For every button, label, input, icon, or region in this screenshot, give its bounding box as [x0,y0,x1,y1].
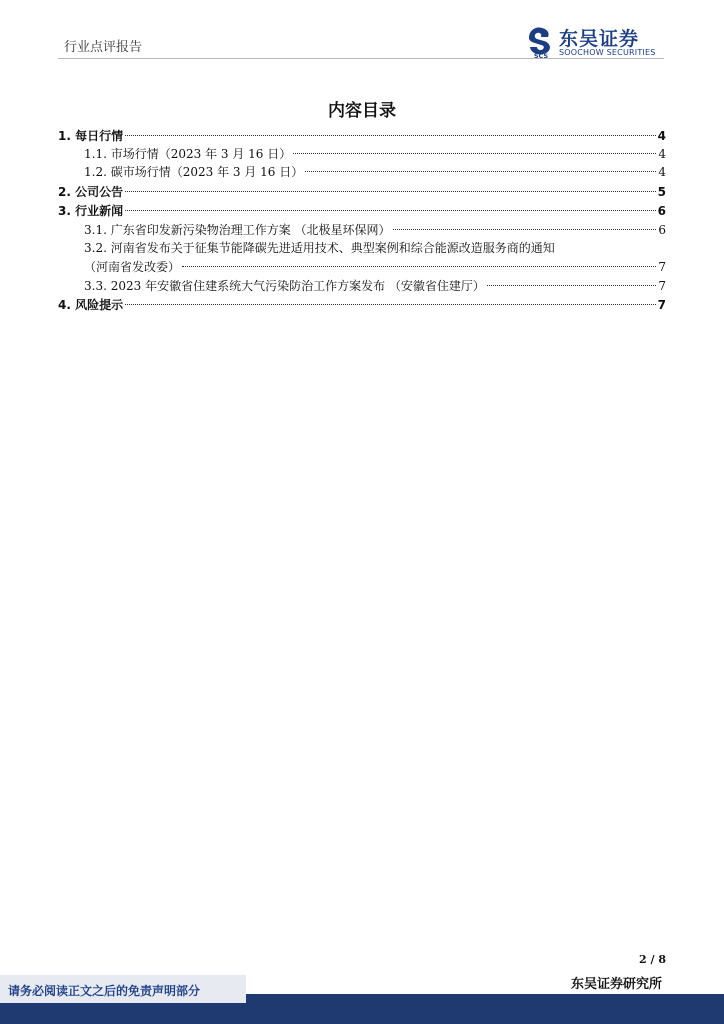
disclaimer-text: 请务必阅读正文之后的免责声明部分 [8,984,201,998]
toc-entry[interactable] [84,163,666,181]
toc-entry[interactable] [58,202,666,220]
toc-leader [125,304,656,305]
logo-mark-text: SCS [533,52,549,58]
toc-leader [393,229,657,230]
toc-entry-page: 5 [657,185,666,199]
report-type-label: 行业点评报告 [64,40,143,55]
toc-entry-page: 4 [658,165,666,179]
footer-organization: 东吴证券研究所 [570,977,662,992]
toc-entry-text: 1.1. 市场行情（2023 年 3 月 16 日） [84,147,292,161]
toc-entry-text: 3.1. 广东省印发新污染物治理工作方案 （北极星环保网） [84,223,391,237]
logo-chinese-name: 东吴证券 [559,28,640,50]
toc-leader [125,135,656,136]
toc-entry[interactable] [58,183,666,201]
toc-entry-page: 7 [657,298,666,312]
toc-entry-text: 2. 公司公告 [58,185,124,199]
toc-leader [305,171,656,172]
logo-english-name: SOOCHOW SECURITIES [559,48,656,57]
toc-entry-page: 4 [657,129,666,143]
toc-entry-page: 6 [657,204,666,218]
toc-entry-wrapped-line[interactable]: 3.2. 河南省发布关于征集节能降碳先进适用技术、典型案例和综合能源改造服务商的通知 [84,241,555,255]
toc-entry[interactable] [58,127,666,145]
toc-entry-text: 4. 风险提示 [58,298,124,312]
toc-entry[interactable] [84,145,666,163]
toc-entry-page: 6 [658,223,666,237]
toc-entry-text: 1.2. 碳市场行情（2023 年 3 月 16 日） [84,165,304,179]
toc-title: 内容目录 [328,101,396,121]
toc-entry-text: （河南省发改委） [84,260,181,274]
toc-entry-text: 3. 行业新闻 [58,204,124,218]
toc-entry-text: 3.3. 2023 年安徽省住建系统大气污染防治工作方案发布 （安徽省住建厅） [84,279,485,293]
logo-mark-icon [526,24,556,58]
company-logo [526,24,668,60]
toc-leader [125,191,656,192]
page-number: 2 / 8 [639,953,666,966]
toc-leader [125,210,656,211]
toc-entry-page: 7 [658,260,666,274]
toc-leader [182,266,656,267]
toc-entry[interactable] [84,221,666,239]
toc-entry-page: 7 [658,279,666,293]
toc-entry[interactable] [84,277,666,295]
toc-leader [487,285,656,286]
toc-entry[interactable] [58,296,666,314]
toc-entry[interactable] [84,258,666,276]
header-divider [58,58,664,59]
toc-leader [293,153,656,154]
toc-entry-text: 1. 每日行情 [58,129,124,143]
toc-entry-page: 4 [658,147,666,161]
